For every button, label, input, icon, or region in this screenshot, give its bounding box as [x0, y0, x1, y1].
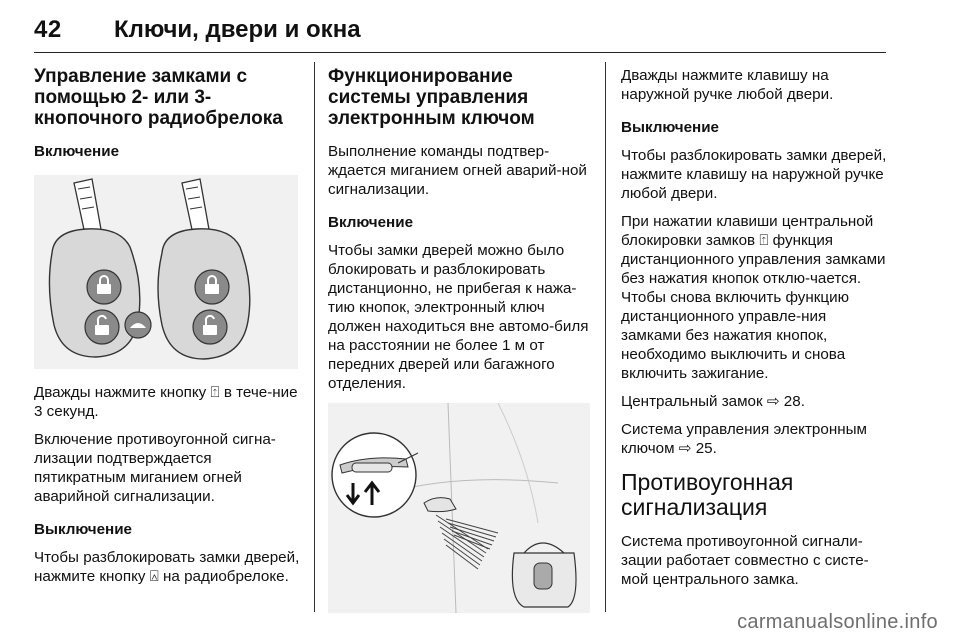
subheading-off: Выключение — [34, 521, 132, 538]
column-divider — [605, 62, 606, 612]
paragraph: Включение противоугонной сигна-лизации подтверждается пятикратным миганием огней аварийной сигнализации. — [34, 431, 276, 505]
subheading-off: Выключение — [621, 119, 719, 136]
watermark: carmanualsonline.info — [737, 611, 938, 633]
door-handle-illustration — [328, 403, 590, 613]
column-3 — [621, 66, 887, 598]
section-heading: Управление замками с помощью 2- или 3-кнопочного радиобрелока — [34, 66, 283, 129]
paragraph: Чтобы разблокировать замки дверей, нажмите кнопку ⍓ на радиобрелоке. — [34, 549, 300, 585]
header-rule — [34, 52, 886, 53]
paragraph: Чтобы разблокировать замки дверей, нажмите клавишу на наружной ручке любой двери. — [621, 147, 887, 202]
subheading-on: Включение — [328, 214, 414, 231]
page-number: 42 — [34, 16, 62, 43]
page-header — [34, 16, 886, 52]
door-handle-figure — [328, 403, 590, 613]
column-2 — [328, 66, 590, 613]
key-fob-figure — [34, 175, 298, 369]
paragraph: При нажатии клавиши центральной блокировки замков ⍐ функция дистанционного управления замками без нажатия кнопок отклю-чается. Чтобы снова включить функцию дистанционного управле-ния замками без нажатия кнопок, необходимо выключить и снова включить зажигание. — [621, 213, 886, 382]
section-heading: Противоугонная сигнализация — [621, 469, 794, 520]
column-1 — [34, 66, 300, 595]
chapter-title: Ключи, двери и окна — [114, 16, 361, 43]
paragraph: Дважды нажмите кнопку ⍐ в тече-ние 3 секунд. — [34, 384, 298, 420]
column-divider — [314, 62, 315, 612]
cross-reference[interactable]: Центральный замок ⇨ 28. — [621, 393, 805, 410]
subheading-on: Включение — [34, 143, 120, 160]
paragraph: Дважды нажмите клавишу на наружной ручке любой двери. — [621, 67, 834, 103]
paragraph: Чтобы замки дверей можно было блокировать и разблокировать дистанционно, не прибегая к нажа-тию кнопок, электронный ключ должен находиться вне автомо-биля на расстоянии не более 1 м от передних дверей или багажного отделения. — [328, 242, 589, 392]
section-heading: Функционирование системы управления электронным ключом — [328, 66, 535, 129]
paragraph: Выполнение команды подтвер-ждается миганием огней аварий-ной сигнализации. — [328, 143, 587, 198]
key-fob-illustration — [34, 175, 298, 369]
cross-reference[interactable]: Система управления электронным ключом ⇨ 25. — [621, 421, 867, 457]
paragraph: Система противоугонной сигнали-зации работает совместно с систе-мой центрального замка. — [621, 533, 869, 588]
